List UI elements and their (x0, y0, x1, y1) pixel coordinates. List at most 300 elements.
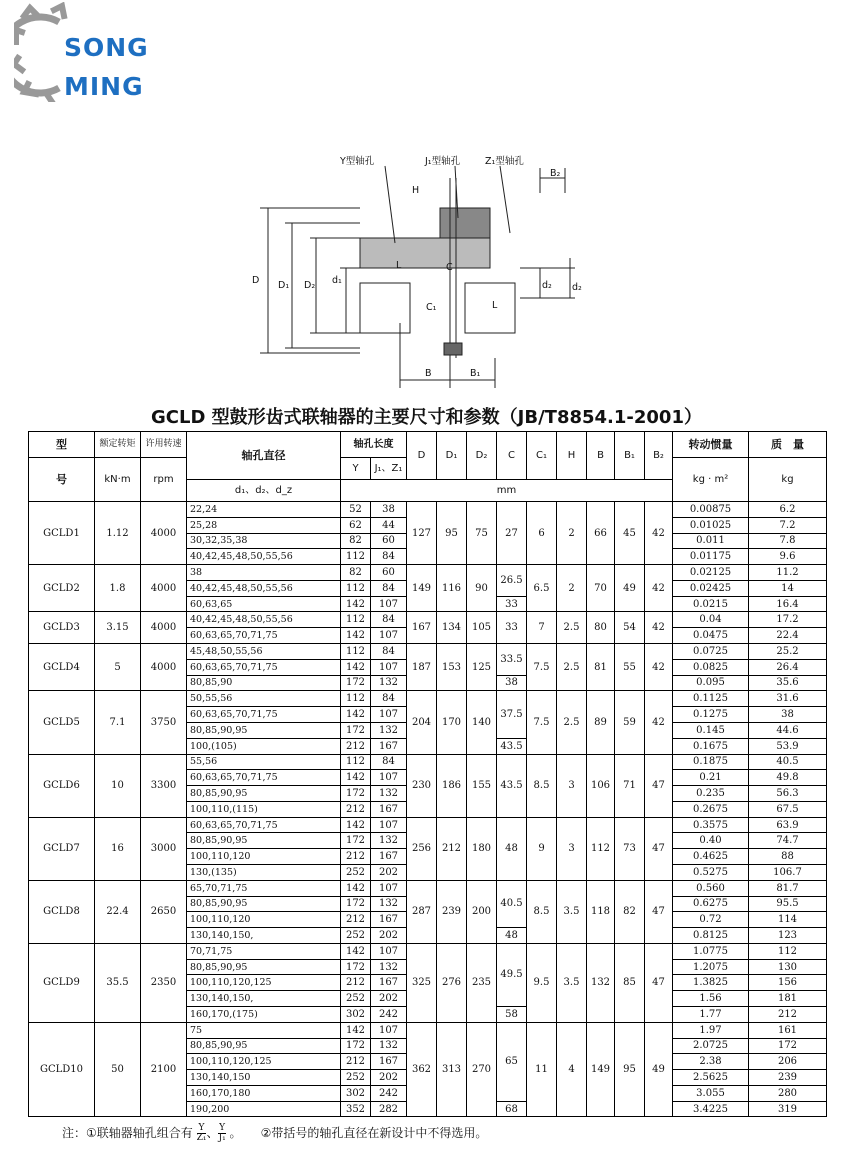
hdr-inertia-unit: kg · m² (673, 458, 749, 502)
bore-cell: 100,110,120,125 (187, 1054, 341, 1070)
B2-cell: 47 (645, 880, 673, 943)
bore-cell: 25,28 (187, 517, 341, 533)
bore-cell: 160,170,180 (187, 1085, 341, 1101)
H-cell: 3.5 (557, 880, 587, 943)
length-y-cell: 112 (341, 754, 371, 770)
model-cell: GCLD7 (29, 817, 95, 880)
hdr-model: 型 (29, 432, 95, 458)
length-y-cell: 172 (341, 896, 371, 912)
length-y-cell: 212 (341, 912, 371, 928)
D2-cell: 235 (467, 943, 497, 1022)
hdr-J1Z1: J₁、Z₁ (371, 458, 407, 480)
label-d2: d₂ (572, 282, 582, 293)
length-j1z1-cell: 202 (371, 1070, 407, 1086)
inertia-cell: 1.3825 (673, 975, 749, 991)
H-cell: 2.5 (557, 612, 587, 644)
length-j1z1-cell: 44 (371, 517, 407, 533)
table-row (29, 1022, 827, 1038)
D1-cell: 116 (437, 565, 467, 612)
mass-cell: 31.6 (749, 691, 827, 707)
label-dz: d₂ (542, 280, 552, 291)
C-cell: 33 (497, 596, 527, 612)
length-j1z1-cell: 242 (371, 1085, 407, 1101)
hdr-B1: B₁ (615, 432, 645, 480)
model-cell: GCLD6 (29, 754, 95, 817)
length-y-cell: 252 (341, 991, 371, 1007)
length-y-cell: 172 (341, 786, 371, 802)
B1-cell: 55 (615, 644, 645, 691)
B-cell: 80 (587, 612, 615, 644)
label-L2: L (492, 300, 498, 311)
H-cell: 3 (557, 817, 587, 880)
inertia-cell: 0.095 (673, 675, 749, 691)
D-cell: 325 (407, 943, 437, 1022)
mass-cell: 38 (749, 707, 827, 723)
bore-cell: 45,48,50,55,56 (187, 644, 341, 660)
speed-cell: 4000 (141, 565, 187, 612)
mass-cell: 63.9 (749, 817, 827, 833)
H-cell: 2.5 (557, 691, 587, 754)
bore-cell: 80,85,90,95 (187, 722, 341, 738)
inertia-cell: 0.1875 (673, 754, 749, 770)
length-y-cell: 302 (341, 1085, 371, 1101)
D-cell: 362 (407, 1022, 437, 1117)
length-j1z1-cell: 107 (371, 770, 407, 786)
D-cell: 287 (407, 880, 437, 943)
length-j1z1-cell: 107 (371, 943, 407, 959)
bore-cell: 38 (187, 565, 341, 581)
mass-cell: 206 (749, 1054, 827, 1070)
bore-cell: 30,32,35,38 (187, 533, 341, 549)
hdr-bore (187, 432, 341, 480)
bore-cell: 60,63,65 (187, 596, 341, 612)
speed-cell: 2350 (141, 943, 187, 1022)
length-j1z1-cell: 84 (371, 549, 407, 565)
length-y-cell: 112 (341, 612, 371, 628)
B2-cell: 42 (645, 644, 673, 691)
D1-cell: 186 (437, 754, 467, 817)
hdr-B: B (587, 432, 615, 480)
bore-cell: 160,170,(175) (187, 1007, 341, 1023)
torque-cell: 5 (95, 644, 141, 691)
torque-cell: 50 (95, 1022, 141, 1117)
D2-cell: 270 (467, 1022, 497, 1117)
frac2-num: Y (219, 1123, 226, 1133)
inertia-cell: 0.02125 (673, 565, 749, 581)
inertia-cell: 0.6275 (673, 896, 749, 912)
D1-cell: 153 (437, 644, 467, 691)
B-cell: 89 (587, 691, 615, 754)
inertia-cell: 0.3575 (673, 817, 749, 833)
length-j1z1-cell: 132 (371, 786, 407, 802)
length-y-cell: 112 (341, 691, 371, 707)
D1-cell: 239 (437, 880, 467, 943)
length-y-cell: 142 (341, 880, 371, 896)
inertia-cell: 0.0215 (673, 596, 749, 612)
mass-cell: 130 (749, 959, 827, 975)
D1-cell: 134 (437, 612, 467, 644)
mass-cell: 239 (749, 1070, 827, 1086)
B-cell: 118 (587, 880, 615, 943)
mass-cell: 17.2 (749, 612, 827, 628)
length-y-cell: 172 (341, 675, 371, 691)
length-y-cell: 82 (341, 533, 371, 549)
speed-cell: 4000 (141, 612, 187, 644)
length-j1z1-cell: 38 (371, 502, 407, 518)
bore-cell: 80,85,90,95 (187, 896, 341, 912)
C1-cell: 9.5 (527, 943, 557, 1022)
bore-cell: 100,110,120 (187, 849, 341, 865)
D1-cell: 313 (437, 1022, 467, 1117)
logo-line1: SONG (64, 33, 149, 62)
length-y-cell: 212 (341, 975, 371, 991)
label-D2: D₂ (304, 280, 316, 291)
inertia-cell: 0.560 (673, 880, 749, 896)
D2-cell: 180 (467, 817, 497, 880)
length-j1z1-cell: 132 (371, 1038, 407, 1054)
length-j1z1-cell: 242 (371, 1007, 407, 1023)
label-D1: D₁ (278, 280, 290, 291)
C-cell: 38 (497, 675, 527, 691)
bore-cell: 130,140,150, (187, 928, 341, 944)
C-cell: 48 (497, 928, 527, 944)
hdr-D: D (407, 432, 437, 480)
label-d1: d₁ (332, 275, 342, 286)
H-cell: 3 (557, 754, 587, 817)
bore-cell: 80,85,90,95 (187, 786, 341, 802)
label-C: C (446, 262, 453, 273)
C1-cell: 7.5 (527, 691, 557, 754)
length-j1z1-cell: 132 (371, 675, 407, 691)
hdr-mm: mm (341, 480, 673, 502)
length-j1z1-cell: 132 (371, 959, 407, 975)
bore-cell: 75 (187, 1022, 341, 1038)
table-row (29, 880, 827, 896)
bore-cell: 55,56 (187, 754, 341, 770)
mass-cell: 22.4 (749, 628, 827, 644)
length-y-cell: 52 (341, 502, 371, 518)
bore-cell: 22,24 (187, 502, 341, 518)
inertia-cell: 0.00875 (673, 502, 749, 518)
bore-cell: 100,(105) (187, 738, 341, 754)
inertia-cell: 0.40 (673, 833, 749, 849)
mass-cell: 16.4 (749, 596, 827, 612)
length-j1z1-cell: 107 (371, 596, 407, 612)
bore-cell: 40,42,45,48,50,55,56 (187, 612, 341, 628)
length-y-cell: 352 (341, 1101, 371, 1117)
hdr-speed-unit: rpm (141, 458, 187, 502)
mass-cell: 181 (749, 991, 827, 1007)
label-B1: B₁ (470, 368, 481, 379)
length-y-cell: 212 (341, 801, 371, 817)
C-cell: 26.5 (497, 565, 527, 597)
label-B: B (425, 368, 432, 379)
B-cell: 132 (587, 943, 615, 1022)
bore-cell: 130,140,150, (187, 991, 341, 1007)
length-y-cell: 212 (341, 849, 371, 865)
bore-cell: 80,85,90 (187, 675, 341, 691)
H-cell: 2 (557, 502, 587, 565)
note-comma: 、 (206, 1126, 219, 1140)
bore-cell: 60,63,65,70,71,75 (187, 707, 341, 723)
mass-cell: 123 (749, 928, 827, 944)
inertia-cell: 0.145 (673, 722, 749, 738)
mass-cell: 88 (749, 849, 827, 865)
label-C1: C₁ (426, 302, 437, 313)
length-j1z1-cell: 84 (371, 754, 407, 770)
table-row (29, 502, 827, 518)
frac2-den: J₁ (218, 1133, 226, 1143)
bore-cell: 65,70,71,75 (187, 880, 341, 896)
bore-cell: 50,55,56 (187, 691, 341, 707)
mass-cell: 56.3 (749, 786, 827, 802)
C-cell: 58 (497, 1007, 527, 1023)
table-row (29, 943, 827, 959)
length-j1z1-cell: 107 (371, 707, 407, 723)
bore-cell: 190,200 (187, 1101, 341, 1117)
hdr-length: 轴孔长度 (341, 432, 407, 458)
length-y-cell: 142 (341, 817, 371, 833)
length-y-cell: 302 (341, 1007, 371, 1023)
C-cell: 68 (497, 1101, 527, 1117)
note-second: ②带括号的轴孔直径在新设计中不得选用。 (260, 1126, 488, 1140)
note-period: 。 (229, 1126, 242, 1140)
label-j-bore: J₁型轴孔 (425, 156, 461, 167)
B-cell: 112 (587, 817, 615, 880)
length-y-cell: 172 (341, 833, 371, 849)
torque-cell: 7.1 (95, 691, 141, 754)
bore-cell: 60,63,65,70,71,75 (187, 817, 341, 833)
length-j1z1-cell: 107 (371, 1022, 407, 1038)
speed-cell: 4000 (141, 502, 187, 565)
speed-cell: 2100 (141, 1022, 187, 1117)
fraction-y-j1 (218, 1124, 225, 1143)
table-row (29, 754, 827, 770)
mass-cell: 172 (749, 1038, 827, 1054)
speed-cell: 3300 (141, 754, 187, 817)
B2-cell: 47 (645, 817, 673, 880)
mass-cell: 161 (749, 1022, 827, 1038)
model-cell: GCLD3 (29, 612, 95, 644)
length-j1z1-cell: 84 (371, 644, 407, 660)
bore-cell: 100,110,120 (187, 912, 341, 928)
length-y-cell: 112 (341, 644, 371, 660)
inertia-cell: 0.235 (673, 786, 749, 802)
table-row (29, 612, 827, 628)
mass-cell: 114 (749, 912, 827, 928)
B2-cell: 42 (645, 691, 673, 754)
mass-cell: 106.7 (749, 864, 827, 880)
inertia-cell: 2.38 (673, 1054, 749, 1070)
hdr-torque: 额定转矩 (95, 432, 141, 458)
length-j1z1-cell: 167 (371, 801, 407, 817)
mass-cell: 6.2 (749, 502, 827, 518)
length-y-cell: 82 (341, 565, 371, 581)
mass-cell: 9.6 (749, 549, 827, 565)
table-row (29, 691, 827, 707)
fraction-y-z1 (197, 1124, 207, 1143)
coupling-drawing (220, 148, 600, 398)
bore-cell: 60,63,65,70,71,75 (187, 770, 341, 786)
C1-cell: 9 (527, 817, 557, 880)
B1-cell: 54 (615, 612, 645, 644)
D2-cell: 140 (467, 691, 497, 754)
frac1-num: Y (198, 1123, 205, 1133)
mass-cell: 49.8 (749, 770, 827, 786)
B2-cell: 42 (645, 612, 673, 644)
inertia-cell: 1.97 (673, 1022, 749, 1038)
length-y-cell: 112 (341, 549, 371, 565)
mass-cell: 25.2 (749, 644, 827, 660)
D-cell: 230 (407, 754, 437, 817)
mass-cell: 81.7 (749, 880, 827, 896)
C1-cell: 8.5 (527, 754, 557, 817)
D2-cell: 125 (467, 644, 497, 691)
H-cell: 4 (557, 1022, 587, 1117)
C1-cell: 6 (527, 502, 557, 565)
B2-cell: 47 (645, 754, 673, 817)
length-j1z1-cell: 167 (371, 1054, 407, 1070)
C1-cell: 8.5 (527, 880, 557, 943)
label-B2: B₂ (550, 168, 561, 179)
length-j1z1-cell: 202 (371, 864, 407, 880)
mass-cell: 319 (749, 1101, 827, 1117)
frac1-den: Z₁ (196, 1133, 207, 1143)
length-j1z1-cell: 202 (371, 928, 407, 944)
D-cell: 149 (407, 565, 437, 612)
length-j1z1-cell: 107 (371, 628, 407, 644)
table-row (29, 565, 827, 581)
mass-cell: 112 (749, 943, 827, 959)
mass-cell: 35.6 (749, 675, 827, 691)
inertia-cell: 0.8125 (673, 928, 749, 944)
C-cell: 43.5 (497, 738, 527, 754)
inertia-cell: 0.1675 (673, 738, 749, 754)
length-j1z1-cell: 84 (371, 691, 407, 707)
length-j1z1-cell: 107 (371, 880, 407, 896)
mass-cell: 74.7 (749, 833, 827, 849)
speed-cell: 4000 (141, 644, 187, 691)
B-cell: 81 (587, 644, 615, 691)
B1-cell: 49 (615, 565, 645, 612)
length-j1z1-cell: 282 (371, 1101, 407, 1117)
inertia-cell: 2.0725 (673, 1038, 749, 1054)
B2-cell: 42 (645, 502, 673, 565)
length-y-cell: 252 (341, 1070, 371, 1086)
length-y-cell: 142 (341, 770, 371, 786)
D1-cell: 170 (437, 691, 467, 754)
length-j1z1-cell: 167 (371, 738, 407, 754)
H-cell: 3.5 (557, 943, 587, 1022)
C-cell: 33 (497, 612, 527, 644)
D-cell: 256 (407, 817, 437, 880)
bore-cell: 100,110,(115) (187, 801, 341, 817)
table-row (29, 644, 827, 660)
C-cell: 65 (497, 1022, 527, 1101)
torque-cell: 10 (95, 754, 141, 817)
D1-cell: 212 (437, 817, 467, 880)
mass-cell: 53.9 (749, 738, 827, 754)
table-title: GCLD 型鼓形齿式联轴器的主要尺寸和参数（JB/T8854.1-2001） (151, 407, 702, 428)
mass-cell: 26.4 (749, 659, 827, 675)
length-j1z1-cell: 84 (371, 612, 407, 628)
model-cell: GCLD5 (29, 691, 95, 754)
C-cell: 33.5 (497, 644, 527, 676)
B1-cell: 59 (615, 691, 645, 754)
D2-cell: 200 (467, 880, 497, 943)
inertia-cell: 0.72 (673, 912, 749, 928)
label-H: H (412, 185, 420, 196)
hdr-C: C (497, 432, 527, 480)
label-z-bore: Z₁型轴孔 (485, 156, 524, 167)
bore-cell: 130,140,150 (187, 1070, 341, 1086)
inertia-cell: 0.04 (673, 612, 749, 628)
B-cell: 70 (587, 565, 615, 612)
table-row (29, 817, 827, 833)
B-cell: 106 (587, 754, 615, 817)
inertia-cell: 0.0825 (673, 659, 749, 675)
C1-cell: 7 (527, 612, 557, 644)
length-j1z1-cell: 167 (371, 975, 407, 991)
H-cell: 2 (557, 565, 587, 612)
inertia-cell: 0.0725 (673, 644, 749, 660)
B1-cell: 45 (615, 502, 645, 565)
B2-cell: 42 (645, 565, 673, 612)
inertia-cell: 3.055 (673, 1085, 749, 1101)
inertia-cell: 0.0475 (673, 628, 749, 644)
hdr-mass-unit: kg (749, 458, 827, 502)
C1-cell: 6.5 (527, 565, 557, 612)
inertia-cell: 0.01175 (673, 549, 749, 565)
mass-cell: 40.5 (749, 754, 827, 770)
inertia-cell: 1.56 (673, 991, 749, 1007)
bore-cell: 80,85,90,95 (187, 1038, 341, 1054)
inertia-cell: 1.77 (673, 1007, 749, 1023)
mass-cell: 7.2 (749, 517, 827, 533)
C1-cell: 11 (527, 1022, 557, 1117)
C1-cell: 7.5 (527, 644, 557, 691)
D-cell: 204 (407, 691, 437, 754)
hdr-torque-unit: kN·m (95, 458, 141, 502)
inertia-cell: 0.1125 (673, 691, 749, 707)
bore-cell: 80,85,90,95 (187, 833, 341, 849)
length-j1z1-cell: 132 (371, 722, 407, 738)
C-cell: 48 (497, 817, 527, 880)
length-j1z1-cell: 107 (371, 817, 407, 833)
inertia-cell: 0.1275 (673, 707, 749, 723)
length-y-cell: 142 (341, 596, 371, 612)
hdr-bore-sub: d₁、d₂、d_z (187, 480, 341, 502)
B1-cell: 71 (615, 754, 645, 817)
length-j1z1-cell: 132 (371, 896, 407, 912)
mass-cell: 67.5 (749, 801, 827, 817)
length-j1z1-cell: 84 (371, 580, 407, 596)
speed-cell: 2650 (141, 880, 187, 943)
note-prefix: 注：①联轴器轴孔组合有 (62, 1126, 193, 1140)
length-y-cell: 142 (341, 943, 371, 959)
hdr-D1: D₁ (437, 432, 467, 480)
mass-cell: 212 (749, 1007, 827, 1023)
length-j1z1-cell: 132 (371, 833, 407, 849)
bore-cell: 40,42,45,48,50,55,56 (187, 549, 341, 565)
length-y-cell: 172 (341, 722, 371, 738)
bore-cell: 80,85,90,95 (187, 959, 341, 975)
length-j1z1-cell: 107 (371, 659, 407, 675)
hdr-inertia: 转动惯量 (673, 432, 749, 458)
model-cell: GCLD1 (29, 502, 95, 565)
length-j1z1-cell: 202 (371, 991, 407, 1007)
label-y-bore: Y型轴孔 (340, 156, 375, 167)
